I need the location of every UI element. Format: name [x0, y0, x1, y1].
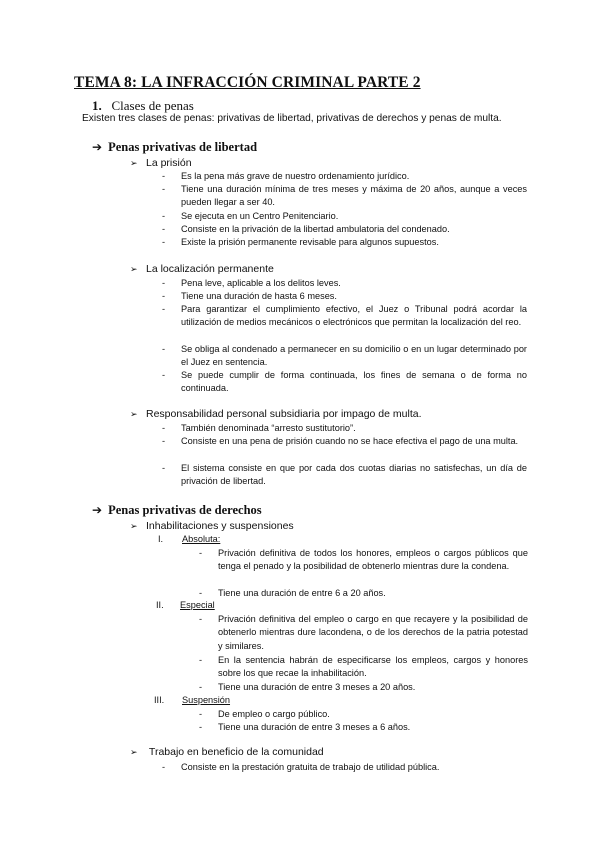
- roman-numeral: I.: [158, 534, 164, 544]
- dash-icon: -: [162, 370, 166, 380]
- heading-derechos-text: Penas privativas de derechos: [108, 503, 262, 517]
- list-item: [162, 223, 527, 236]
- dash-icon: -: [199, 548, 203, 558]
- subheading-prision-text: La prisión: [146, 157, 192, 169]
- list-item-text: El sistema consiste en que por cada dos cuotas diarias no satisfechas, un día de privación de libertad.: [181, 463, 527, 487]
- subheading-inhabilitaciones: [130, 520, 294, 532]
- dash-icon: -: [162, 224, 166, 234]
- list-item-text: Tiene una duración de hasta 6 meses.: [181, 291, 337, 301]
- list-item: [162, 210, 527, 223]
- subheading-inhabilitaciones-text: Inhabilitaciones y suspensiones: [146, 520, 294, 532]
- roman-numeral: II.: [156, 600, 164, 610]
- list-item: [199, 681, 528, 694]
- heading-derechos: [92, 503, 262, 518]
- list-item-text: Consiste en la privación de la libertad ambulatoria del condenado.: [181, 224, 450, 234]
- list-item: [199, 547, 528, 574]
- intro-paragraph: Existen tres clases de penas: privativas de libertad, privativas de derechos y penas de multa.: [82, 113, 502, 124]
- list-item: [162, 435, 527, 448]
- numbered-item-label: Absoluta:: [182, 534, 221, 544]
- list-item-text: También denominada “arresto sustitutorio”.: [181, 423, 356, 433]
- arrow-icon: ➔: [92, 503, 103, 517]
- list-item-text: Para garantizar el cumplimiento efectivo, el Juez o Tribunal podrá acordar la utilización de medios mecánicos o electrónicos que permitan la localización del reo.: [181, 304, 527, 328]
- list-item: [162, 303, 527, 330]
- list-item-text: Tiene una duración de entre 3 meses a 6 años.: [218, 722, 411, 732]
- list-item-text: Se ejecuta en un Centro Penitenciario.: [181, 211, 339, 221]
- numbered-item-suspension: [154, 695, 230, 705]
- list-item-text: Existe la prisión permanente revisable para algunos supuestos.: [181, 237, 439, 247]
- list-item-text: Tiene una duración de entre 6 a 20 años.: [218, 588, 386, 598]
- list-item: [162, 369, 527, 396]
- arrow-icon: ➔: [92, 140, 103, 154]
- dash-icon: -: [162, 344, 166, 354]
- list-item: [162, 183, 527, 210]
- list-item-text: Tiene una duración de entre 3 meses a 20 años.: [218, 682, 416, 692]
- dash-icon: -: [162, 436, 166, 446]
- list-item-text: En la sentencia habrán de especificarse los empleos, cargos y honores sobre los que recae la inhabilitación.: [218, 655, 528, 679]
- dash-icon: -: [162, 291, 166, 301]
- page-title: TEMA 8: LA INFRACCIÓN CRIMINAL PARTE 2: [74, 74, 421, 91]
- list-item: [162, 290, 527, 303]
- subheading-localizacion: [130, 263, 274, 275]
- numbered-item-label: Especial: [180, 600, 215, 610]
- triangle-icon: ➢: [130, 522, 138, 532]
- list-item: [199, 654, 528, 681]
- list-item: [162, 170, 527, 183]
- subheading-localizacion-text: La localización permanente: [146, 263, 274, 275]
- list-item-text: De empleo o cargo público.: [218, 709, 330, 719]
- triangle-icon: ➢: [130, 748, 138, 758]
- list-item-text: Es la pena más grave de nuestro ordenamiento jurídico.: [181, 171, 410, 181]
- list-item: [199, 613, 528, 653]
- dash-icon: -: [162, 237, 166, 247]
- heading-libertad-text: Penas privativas de libertad: [108, 140, 258, 154]
- dash-icon: -: [199, 709, 203, 719]
- subheading-trabajo-text: Trabajo en beneficio de la comunidad: [148, 746, 324, 758]
- heading-libertad: [92, 140, 257, 155]
- list-item: [199, 587, 528, 600]
- list-item: [162, 462, 527, 489]
- list-item-text: Se obliga al condenado a permanecer en su domicilio o en un lugar determinado por el Juez en sentencia.: [181, 344, 527, 368]
- list-item-text: Consiste en la prestación gratuita de trabajo de utilidad pública.: [181, 762, 440, 772]
- numbered-item-label: Suspensión: [182, 695, 231, 705]
- dash-icon: -: [162, 762, 166, 772]
- dash-icon: -: [199, 655, 203, 665]
- dash-icon: -: [162, 304, 166, 314]
- triangle-icon: ➢: [130, 159, 138, 169]
- dash-icon: -: [162, 211, 166, 221]
- subheading-prision: [130, 157, 192, 169]
- roman-numeral: III.: [154, 695, 165, 705]
- list-item-text: Pena leve, aplicable a los delitos leves.: [181, 278, 341, 288]
- triangle-icon: ➢: [130, 265, 138, 275]
- section-heading: [92, 98, 194, 114]
- dash-icon: -: [162, 278, 166, 288]
- list-item-text: Tiene una duración mínima de tres meses y máxima de 20 años, aunque a veces pueden llegar a ser 40.: [181, 184, 527, 208]
- list-item: [162, 236, 527, 249]
- dash-icon: -: [162, 423, 166, 433]
- list-item-text: Consiste en una pena de prisión cuando no se hace efectiva el pago de una multa.: [181, 436, 519, 446]
- list-item: [199, 721, 528, 734]
- dash-icon: -: [162, 171, 166, 181]
- list-item: [162, 422, 527, 435]
- section-number: 1.: [92, 98, 102, 113]
- list-item: [162, 343, 527, 370]
- triangle-icon: ➢: [130, 410, 138, 420]
- numbered-item-absoluta: [158, 534, 220, 544]
- list-item: [162, 761, 527, 774]
- list-item-text: Privación definitiva del empleo o cargo en que recayere y la posibilidad de obtenerlo mientras dure lacondena, o de los derechos de la patria potestad y similares.: [218, 614, 528, 651]
- numbered-item-especial: [156, 600, 215, 610]
- subheading-trabajo: [130, 746, 324, 758]
- list-item-text: Privación definitiva de todos los honores, empleos o cargos públicos que tenga el penado y la posibilidad de obtenerlo mientras dure la condena.: [218, 548, 528, 572]
- subheading-responsabilidad: [130, 408, 422, 420]
- subheading-responsabilidad-text: Responsabilidad personal subsidiaria por impago de multa.: [146, 408, 422, 420]
- list-item: [199, 708, 528, 721]
- dash-icon: -: [162, 463, 166, 473]
- dash-icon: -: [199, 614, 203, 624]
- dash-icon: -: [199, 682, 203, 692]
- list-item: [162, 277, 527, 290]
- dash-icon: -: [199, 588, 203, 598]
- section-title: Clases de penas: [111, 98, 194, 113]
- dash-icon: -: [162, 184, 166, 194]
- list-item-text: Se puede cumplir de forma continuada, los fines de semana o de forma no continuada.: [181, 370, 527, 394]
- dash-icon: -: [199, 722, 203, 732]
